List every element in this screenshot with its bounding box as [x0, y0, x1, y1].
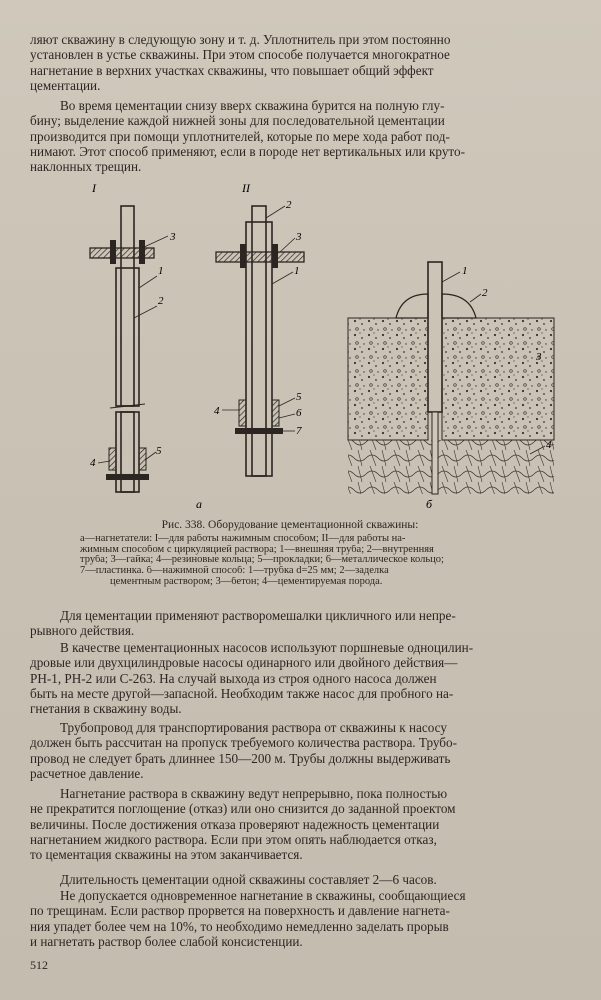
label-II: II — [242, 181, 250, 195]
text-line: рывного действия. — [30, 623, 135, 639]
paragraph-simultaneous-injection — [30, 888, 578, 949]
text-line: провод не следует брать длиннее 150—200 м. Трубы должны выдерживать — [30, 750, 451, 766]
label-1: 1 — [294, 265, 300, 277]
text-line: Трубопровод для транспортирования раствора от скважины к насосу — [60, 720, 447, 735]
label-b: б — [426, 497, 433, 511]
paragraph-previous-zone — [30, 32, 578, 93]
label-4: 4 — [546, 439, 552, 451]
text-line: Для цементации применяют растворомешалки цикличного или непре- — [60, 608, 456, 623]
paragraph-injection — [30, 786, 578, 862]
page-number: 512 — [30, 958, 48, 972]
text-line: нимают. Этот способ применяют, если в породе нет вертикальных или круто- — [30, 143, 465, 159]
label-2: 2 — [482, 287, 488, 299]
text-line: Длительность цементации одной скважины составляет 2—6 часов. — [60, 872, 437, 887]
text-line: быть на месте другой—запасной. Необходим также насос для пробного на- — [30, 685, 454, 701]
caption-line: 7—пластинка. б—нажимной способ: 1—трубка d=25 мм; 2—заделка — [80, 566, 389, 577]
label-a: а — [196, 497, 202, 511]
label-I: I — [92, 181, 96, 195]
label-6: 6 — [296, 407, 302, 419]
text-line: РН-1, РН-2 или С-263. На случай выхода из строя одного насоса должен — [30, 670, 437, 686]
caption-line: а—нагнетатели: I—для работы нажимным способом; II—для работы на- — [80, 533, 406, 544]
text-line: ния упадет более чем на 10%, то необходимо немедленно заделать прорыв — [30, 918, 449, 934]
text-line: по трещинам. Если раствор прорвется на поверхность и давление нагнета- — [30, 903, 450, 919]
injector-II — [196, 181, 304, 511]
text-line: наклонных трещин. — [30, 159, 142, 175]
label-7: 7 — [296, 425, 302, 437]
paragraph-duration — [30, 872, 578, 887]
text-line: дровые или двухцилиндровые насосы одинарного или двойного действия— — [30, 655, 458, 671]
text-line: величины. После достижения отказа проверяют надежность цементации — [30, 816, 440, 832]
paragraph-bottom-up-cementation — [30, 98, 578, 174]
text-line: расчетное давление. — [30, 765, 144, 781]
caption-line: труба; 3—гайка; 4—резиновые кольца; 5—прокладки; 6—металлическое кольцо; — [80, 555, 444, 566]
pressure-method-scheme — [348, 262, 554, 511]
text-line: нагнетанием жидкого раствора. Если при этом опять наблюдается отказ, — [30, 831, 437, 847]
text-line: Не допускается одновременное нагнетание в скважины, сообщающиеся — [60, 888, 466, 903]
label-4: 4 — [90, 457, 96, 469]
text-line: нагнетание в верхних участках скважины, что повышает общий эффект — [30, 62, 434, 78]
paragraph-pipeline — [30, 720, 578, 781]
text-line: должен быть рассчитан на пропуск требуемого количества раствора. Трубо- — [30, 735, 457, 751]
label-3: 3 — [296, 231, 302, 243]
label-2: 2 — [158, 295, 164, 307]
caption-line: жимным способом с циркуляцией раствора; 1—внешняя труба; 2—внутренняя — [80, 544, 434, 555]
equipment-diagram — [30, 178, 578, 518]
text-line: производится при помощи уплотнителей, которые по мере хода работ под- — [30, 128, 450, 144]
injector-I — [90, 181, 176, 492]
caption-line: цементным раствором; 3—бетон; 4—цементируемая порода. — [110, 576, 383, 587]
label-5: 5 — [156, 445, 162, 457]
label-4: 4 — [214, 405, 220, 417]
text-line: установлен в устье скважины. При этом способе получается многократное — [30, 47, 450, 63]
figure-338 — [30, 178, 578, 518]
text-line: не прекратится поглощение (отказ) или оно снизится до заданной проектом — [30, 801, 456, 817]
text-line: Нагнетание раствора в скважину ведут непрерывно, пока полностью — [60, 786, 448, 801]
label-3: 3 — [170, 231, 176, 243]
text-line: и нагнетать раствор более слабой консистенции. — [30, 933, 303, 949]
label-5: 5 — [296, 391, 302, 403]
text-line: бину; выделение каждой нижней зоны для последовательной цементации — [30, 113, 445, 129]
text-line: гнетания в скважину воды. — [30, 701, 182, 717]
text-line: Во время цементации снизу вверх скважина бурится на полную глу- — [60, 98, 445, 113]
figure-caption — [80, 520, 500, 588]
text-line: В качестве цементационных насосов используют поршневые одноцилин- — [60, 640, 474, 655]
paragraph-mixers — [30, 608, 578, 639]
caption-title: Рис. 338. Оборудование цементационной скважины: — [161, 519, 419, 531]
label-1: 1 — [462, 265, 468, 277]
text-line: ляют скважину в следующую зону и т. д. Уплотнитель при этом постоянно — [30, 32, 451, 47]
label-2: 2 — [286, 199, 292, 211]
paragraph-pumps — [30, 640, 578, 716]
label-3: 3 — [536, 351, 542, 363]
text-line: то цементация скважины на этом заканчивается. — [30, 847, 303, 863]
text-line: цементации. — [30, 77, 101, 93]
label-1: 1 — [158, 265, 164, 277]
